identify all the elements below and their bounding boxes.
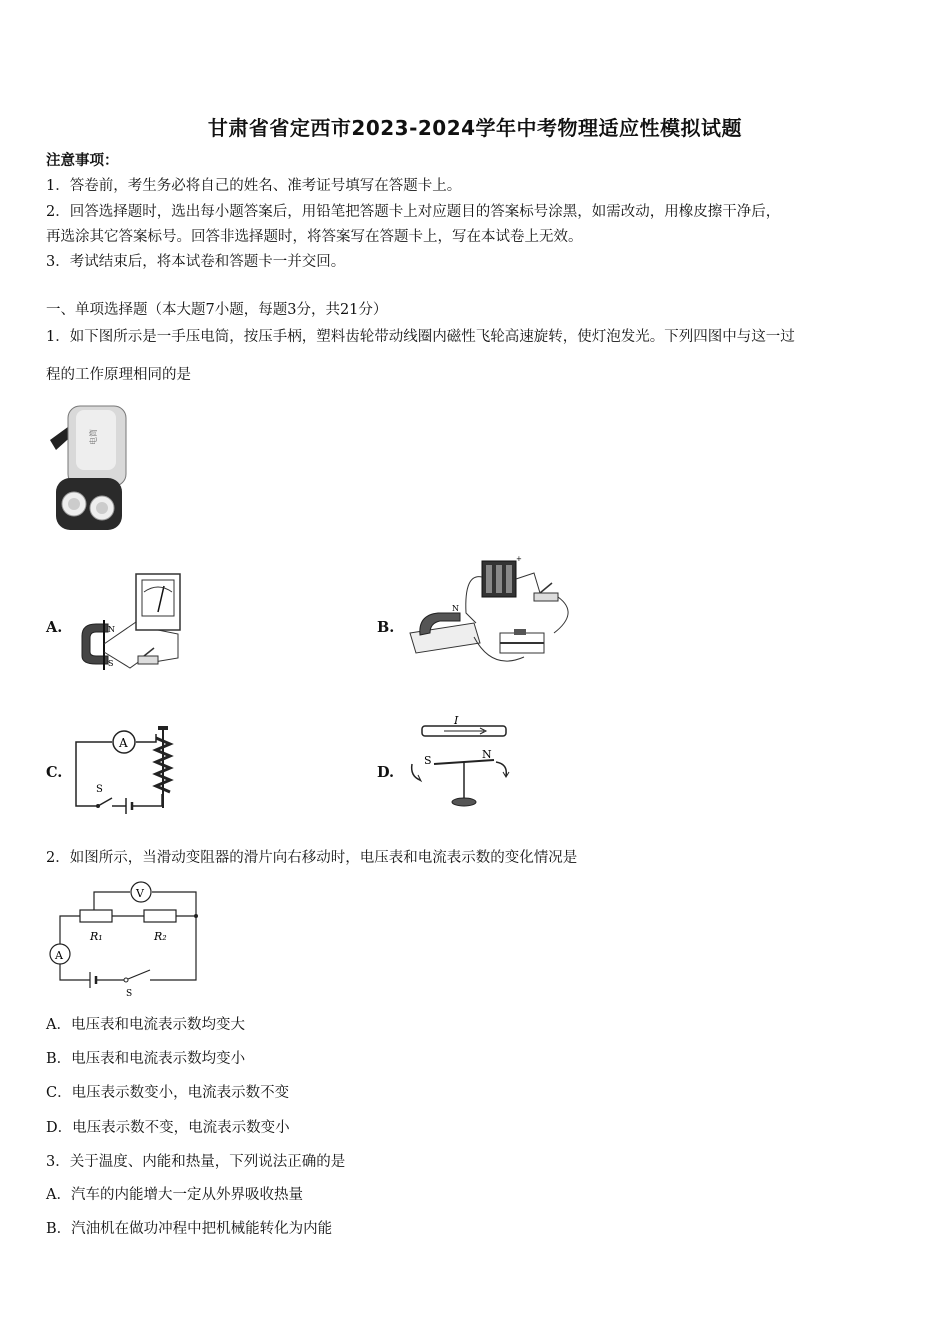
q2-circuit-figure [46,876,202,1000]
q1-option-b-label[interactable]: B. [377,619,395,636]
q1-stem-line1: 1．如下图所示是一手压电筒，按压手柄，塑料齿轮带动线圈内磁性飞轮高速旋转，使灯泡发光。下列四图中与这一过 [46,329,795,345]
q2-option-c[interactable]: C．电压表示数变小，电流表示数不变 [46,1085,290,1101]
q3-stem: 3．关于温度、内能和热量，下列说法正确的是 [46,1154,346,1170]
notice-item-1: 1．答卷前，考生务必将自己的姓名、准考证号填写在答题卡上。 [46,178,462,194]
q1-option-c-label[interactable]: C. [46,764,63,781]
q1-option-d-label[interactable]: D. [377,764,395,781]
a-north-label: N [108,625,115,634]
notice-item-2: 2．回答选择题时，选出每小题答案后，用铅笔把答题卡上对应题目的答案标号涂黑，如需改动，用橡皮擦干净后， [46,204,781,220]
q2-option-a[interactable]: A．电压表和电流表示数均变大 [46,1017,245,1033]
q3-option-b[interactable]: B．汽油机在做功冲程中把机械能转化为内能 [46,1221,333,1237]
svg-text:电筒: 电筒 [89,429,98,445]
section-heading: 一、单项选择题（本大题7小题，每题3分，共21分） [46,302,388,318]
q1-option-a-label[interactable]: A. [46,619,63,636]
d-south-label: S [424,754,432,767]
flashlight-figure [46,400,142,536]
notice-item-2-cont: 再选涂其它答案标号。回答非选择题时，将答案写在答题卡上，写在本试卷上无效。 [46,229,583,245]
q2-ammeter-label: A [55,949,63,962]
notice-heading: 注意事项： [46,152,119,169]
q1-option-c-figure [74,722,180,814]
q1-stem-line2: 程的工作原理相同的是 [46,367,191,383]
q2-r2-label: R₂ [154,930,167,943]
c-ammeter-label: A [119,736,128,750]
q3-option-a[interactable]: A．汽车的内能增大一定从外界吸收热量 [46,1187,303,1203]
page-title: 甘肃省省定西市2023-2024学年中考物理适应性模拟试题 [207,116,743,140]
notice-item-3: 3．考试结束后，将本试卷和答题卡一并交回。 [46,254,346,270]
q2-stem: 2．如图所示，当滑动变阻器的滑片向右移动时，电压表和电流表示数的变化情况是 [46,850,578,866]
d-current-label: I [454,714,459,727]
q1-option-a-figure [74,572,184,676]
q1-option-d-figure [404,712,512,814]
q2-switch-label: S [126,989,133,999]
c-switch-label: S [96,784,103,795]
q1-option-b-figure [404,553,584,676]
svg-text:+: + [516,555,522,563]
q2-r1-label: R₁ [90,930,103,943]
b-north-label: N [452,604,459,613]
q2-option-b[interactable]: B．电压表和电流表示数均变小 [46,1051,246,1067]
a-south-label: S [108,659,114,668]
q2-option-d[interactable]: D．电压表示数不变，电流表示数变小 [46,1120,290,1136]
d-north-label: N [482,748,492,761]
q2-voltmeter-label: V [136,887,144,900]
